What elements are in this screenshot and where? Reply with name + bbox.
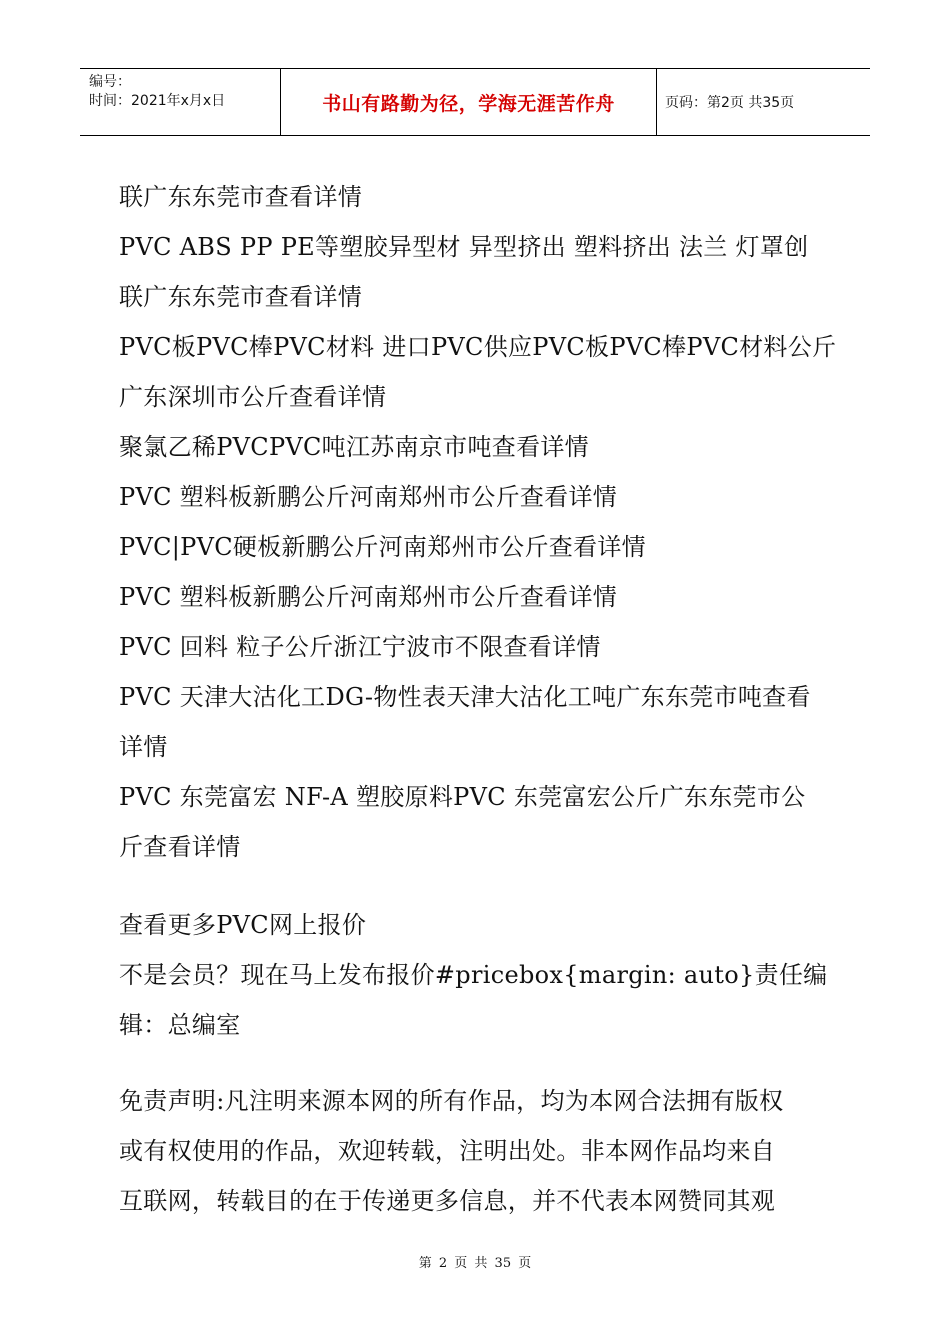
document-time-label: 时间：2021年x月x日 <box>89 93 226 109</box>
disclaimer-line: 免责声明:凡注明来源本网的所有作品，均为本网合法拥有版权 <box>119 1087 784 1115</box>
listing-line: 聚氯乙稀PVCPVC吨江苏南京市吨查看详情 <box>119 433 589 461</box>
document-body <box>119 172 839 1226</box>
page-header <box>80 68 870 136</box>
disclaimer-line: 互联网，转载目的在于传递更多信息，并不代表本网赞同其观 <box>119 1187 776 1215</box>
paragraph-gap <box>119 872 839 900</box>
more-prices-link[interactable]: 查看更多PVC网上报价 <box>119 911 367 939</box>
header-meta <box>80 69 281 135</box>
header-motto: 书山有路勤为径，学海无涯苦作舟 <box>281 69 657 135</box>
listing-line: 广东深圳市公斤查看详情 <box>119 383 387 411</box>
listing-line: PVC ABS PP PE等塑胶异型材 异型挤出 塑料挤出 法兰 灯罩创 <box>119 233 809 261</box>
disclaimer-line: 或有权使用的作品，欢迎转载，注明出处。非本网作品均来自 <box>119 1137 776 1165</box>
page-footer: 第 2 页 共 35 页 <box>418 1256 532 1271</box>
member-notice-line: 不是会员？现在马上发布报价#pricebox{margin: auto}责任编 <box>119 961 828 989</box>
listing-line: PVC 天津大沽化工DG-物性表天津大沽化工吨广东东莞市吨查看 <box>119 683 811 711</box>
listing-line: PVC|PVC硬板新鹏公斤河南郑州市公斤查看详情 <box>119 533 646 561</box>
member-notice-line: 辑：总编室 <box>119 1011 241 1039</box>
listing-line: PVC 东莞富宏 NF-A 塑胶原料PVC 东莞富宏公斤广东东莞市公 <box>119 783 806 811</box>
listing-line: 联广东东莞市查看详情 <box>119 283 362 311</box>
listing-line: PVC 回料 粒子公斤浙江宁波市不限查看详情 <box>119 633 601 661</box>
document-number-label: 编号： <box>89 74 131 90</box>
listing-line: PVC 塑料板新鹏公斤河南郑州市公斤查看详情 <box>119 583 618 611</box>
listing-line: PVC 塑料板新鹏公斤河南郑州市公斤查看详情 <box>119 483 618 511</box>
listing-line: 斤查看详情 <box>119 833 241 861</box>
listing-line: 联广东东莞市查看详情 <box>119 183 362 211</box>
paragraph-gap <box>119 1050 839 1076</box>
listing-line: PVC板PVC棒PVC材料 进口PVC供应PVC板PVC棒PVC材料公斤 <box>119 333 837 361</box>
header-page-info: 页码：第2页 共35页 <box>665 95 795 111</box>
listing-line: 详情 <box>119 733 168 761</box>
